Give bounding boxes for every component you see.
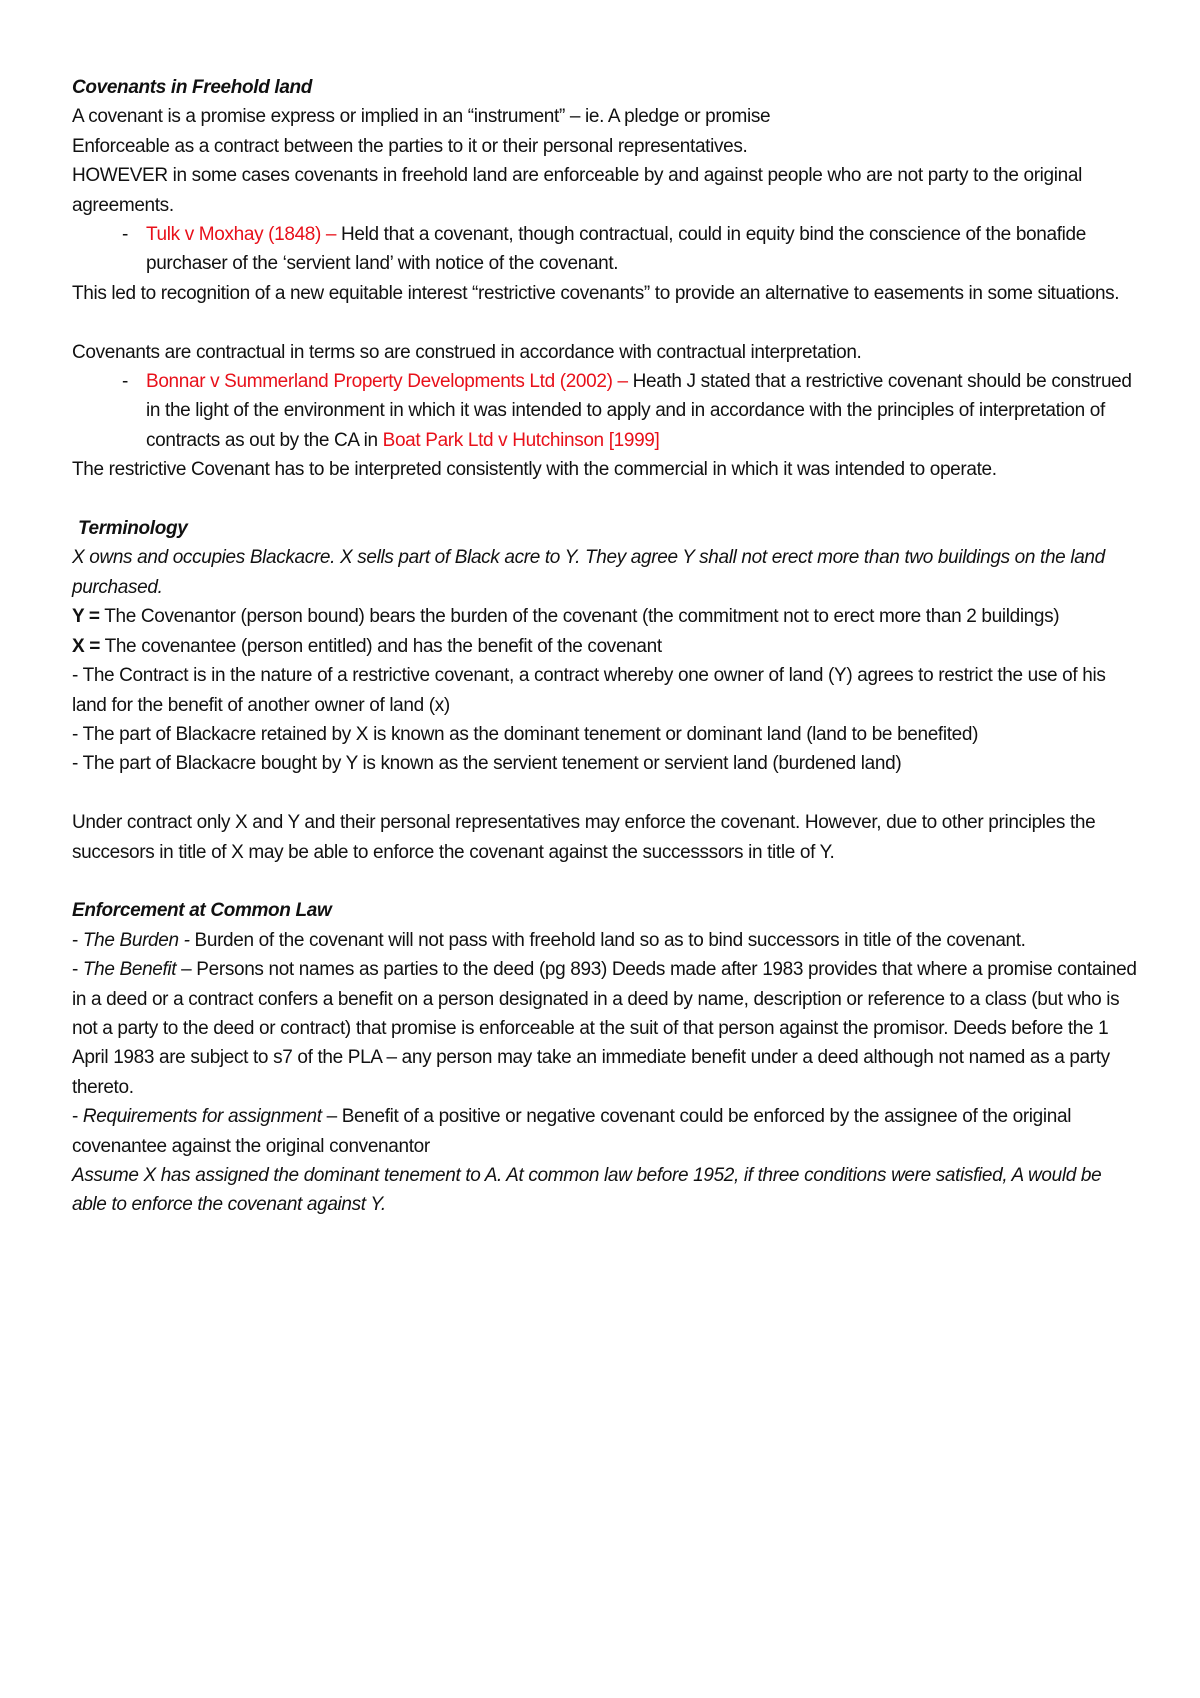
bullet-text: Held that a covenant, though contractual, could in equity bind the conscience of the bonafide purchaser of the ‘servient land’ with notice of the covenant. bbox=[146, 224, 1086, 275]
terminology-point: - The part of Blackacre retained by X is known as the dominant tenement or dominant land (land to be benefited) bbox=[72, 723, 979, 745]
definition-x bbox=[72, 632, 1140, 661]
enforcement-benefit bbox=[72, 955, 1140, 1102]
item-text: Burden of the covenant will not pass with freehold land so as to bind successors in title of the covenant. bbox=[189, 929, 1026, 951]
definition-label: X = bbox=[72, 635, 100, 657]
bullet-text: Heath J stated that a restrictive covenant should be construed in the light of the environment in which it was intended to apply and in accordance with the principles of interpretation of contracts as out by the CA in bbox=[146, 371, 1132, 451]
blank-line bbox=[72, 485, 1140, 514]
section-heading-enforcement: Enforcement at Common Law bbox=[72, 900, 332, 922]
definition-y bbox=[72, 602, 1140, 631]
terminology-point: - The part of Blackacre bought by Y is known as the servient tenement or servient land (burdened land) bbox=[72, 753, 902, 775]
item-text: – Persons not names as parties to the deed (pg 893) Deeds made after 1983 provides that where a promise contained in a deed or a contract confers a benefit on a person designated in a deed by name, description or reference to a class (but who is not a party to the deed or contract) that promise is enforceable at the suit of that person against the promisor. Deeds before the 1 April 1983 are subject to s7 of the PLA – any person may take an immediate benefit under a deed although not named as a party thereto. bbox=[72, 959, 1137, 1098]
case-citation: Tulk v Moxhay (1848) – bbox=[146, 224, 337, 246]
paragraph-line: Under contract only X and Y and their personal representatives may enforce the covenant. However, due to other principles the succesors in title of X may be able to enforce the covenant against the successsors in title of Y. bbox=[72, 812, 1096, 863]
item-prefix: - bbox=[72, 1106, 83, 1128]
example-text: X owns and occupies Blackacre. X sells part of Black acre to Y. They agree Y shall not erect more than two buildings on the land purchased. bbox=[72, 547, 1105, 598]
case-citation: Bonnar v Summerland Property Developments Ltd (2002) – bbox=[146, 371, 628, 393]
section-heading-covenants: Covenants in Freehold land bbox=[72, 77, 313, 98]
terminology-point: - The Contract is in the nature of a restrictive covenant, a contract whereby one owner of land (Y) agrees to restrict the use of his land for the benefit of another owner of land (x) bbox=[72, 665, 1106, 716]
blank-line bbox=[72, 779, 1140, 808]
paragraph-line: The restrictive Covenant has to be interpreted consistently with the commercial in which it was intended to operate. bbox=[72, 459, 997, 481]
enforcement-burden bbox=[72, 926, 1140, 955]
case-citation: Boat Park Ltd v Hutchinson [1999] bbox=[382, 429, 660, 451]
item-label: The Benefit bbox=[82, 959, 177, 981]
definition-label: Y = bbox=[72, 606, 100, 628]
item-prefix: - bbox=[72, 929, 83, 951]
definition-text: The covenantee (person entitled) and has the benefit of the covenant bbox=[100, 635, 662, 657]
bullet-dash: - bbox=[122, 224, 128, 246]
blank-line bbox=[72, 308, 1140, 337]
bullet-item-tulk bbox=[72, 220, 1140, 279]
bullet-dash: - bbox=[122, 371, 128, 393]
item-text: – Benefit of a positive or negative covenant could be enforced by the assignee of the original covenantee against the original convenantor bbox=[72, 1106, 1072, 1157]
paragraph-line: This led to recognition of a new equitable interest “restrictive covenants” to provide an alternative to easements in some situations. bbox=[72, 282, 1120, 304]
enforcement-assignment bbox=[72, 1102, 1140, 1161]
bullet-item-bonnar bbox=[72, 367, 1140, 455]
item-label: Requirements for assignment bbox=[82, 1106, 322, 1128]
blank-line bbox=[72, 867, 1140, 896]
definition-text: The Covenantor (person bound) bears the burden of the covenant (the commitment not to erect more than 2 buildings) bbox=[99, 606, 1060, 628]
paragraph-line: Enforceable as a contract between the parties to it or their personal representatives. bbox=[72, 135, 748, 157]
paragraph-line: A covenant is a promise express or implied in an “instrument” – ie. A pledge or promise bbox=[72, 106, 771, 128]
section-heading-terminology: Terminology bbox=[78, 518, 188, 540]
paragraph-line: Covenants are contractual in terms so are construed in accordance with contractual interpretation. bbox=[72, 341, 862, 363]
assumption-text: Assume X has assigned the dominant tenement to A. At common law before 1952, if three conditions were satisfied, A would be able to enforce the covenant against Y. bbox=[72, 1164, 1102, 1216]
paragraph-line: HOWEVER in some cases covenants in freehold land are enforceable by and against people who are not party to the original agreements. bbox=[72, 165, 1082, 216]
item-prefix: - bbox=[72, 959, 83, 981]
item-label: The Burden - bbox=[82, 929, 190, 951]
